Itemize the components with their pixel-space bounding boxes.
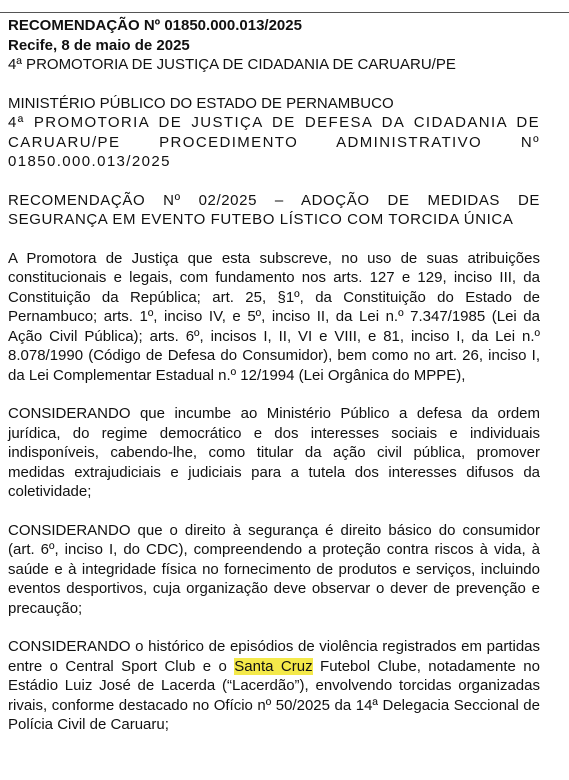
top-divider bbox=[0, 12, 569, 13]
procedure-heading: 4ª PROMOTORIA DE JUSTIÇA DE DEFESA DA CIDADANIA DE CARUARU/PE PROCEDIMENTO ADMINISTRATIVO Nº 01850.000.013/2025 bbox=[8, 114, 540, 170]
highlighted-club-name: Santa Cruz bbox=[234, 657, 313, 675]
institution-name: MINISTÉRIO PÚBLICO DO ESTADO DE PERNAMBUCO bbox=[8, 94, 394, 112]
subject-heading: RECOMENDAÇÃO Nº 02/2025 – ADOÇÃO DE MEDIDAS DE SEGURANÇA EM EVENTO FUTEBO LÍSTICO COM TORCIDA ÚNICA bbox=[8, 191, 540, 228]
considerando-paragraph-2: CONSIDERANDO que o direito à segurança é direito básico do consumidor (art. 6º, inciso I, do CDC), compreendendo a proteção contra riscos à vida, à saúde e à integridade física no fornecimento de produtos e serviços, incluindo eventos desportivos, cuja organização deve observar o dever de prevenção e precaução; bbox=[8, 521, 540, 617]
document-body bbox=[8, 16, 540, 735]
considerando-paragraph-3 bbox=[8, 637, 540, 735]
paragraph-text-before: CONSIDERANDO o histórico de episódios de violência registrados em partidas entre o Central Sport Club e o bbox=[8, 638, 540, 675]
place-date: Recife, 8 de maio de 2025 bbox=[8, 36, 190, 54]
paragraph-text-after: Futebol Clube, notadamente no Estádio Luiz José de Lacerda (“Lacerdão”), envolvendo torcidas organizadas rivais, conforme destacado no Ofício nº 50/2025 da 14ª Delegacia Seccional de Polícia Civil de Caruaru; bbox=[8, 657, 540, 733]
office-name: 4ª PROMOTORIA DE JUSTIÇA DE CIDADANIA DE CARUARU/PE bbox=[8, 56, 456, 73]
considerando-paragraph-1: CONSIDERANDO que incumbe ao Ministério Público a defesa da ordem jurídica, do regime democrático e dos interesses sociais e individuais indisponíveis, cabendo-lhe, como titular da ação civil pública, promover medidas extrajudiciais e judiciais para a tutela dos interesses difusos da coletividade; bbox=[8, 405, 540, 500]
recommendation-id: RECOMENDAÇÃO Nº 01850.000.013/2025 bbox=[8, 17, 302, 34]
preamble-paragraph: A Promotora de Justiça que esta subscreve, no uso de suas atribuições constitucionais e legais, com fundamento nos arts. 127 e 129, inciso III, da Constituição da República; art. 25, §1º, da Constituição do Estado de Pernambuco; arts. 1º, inciso IV, e 5º, inciso II, da Lei n.º 7.347/1985 (Lei da Ação Civil Pública); arts. 6º, incisos I, II, VI e VIII, e 81, inciso I, da Lei n.º 8.078/1990 (Código de Defesa do Consumidor), bem como no art. 26, inciso I, da Lei Complementar Estadual n.º 12/1994 (Lei Orgânica do MPPE), bbox=[8, 249, 540, 384]
